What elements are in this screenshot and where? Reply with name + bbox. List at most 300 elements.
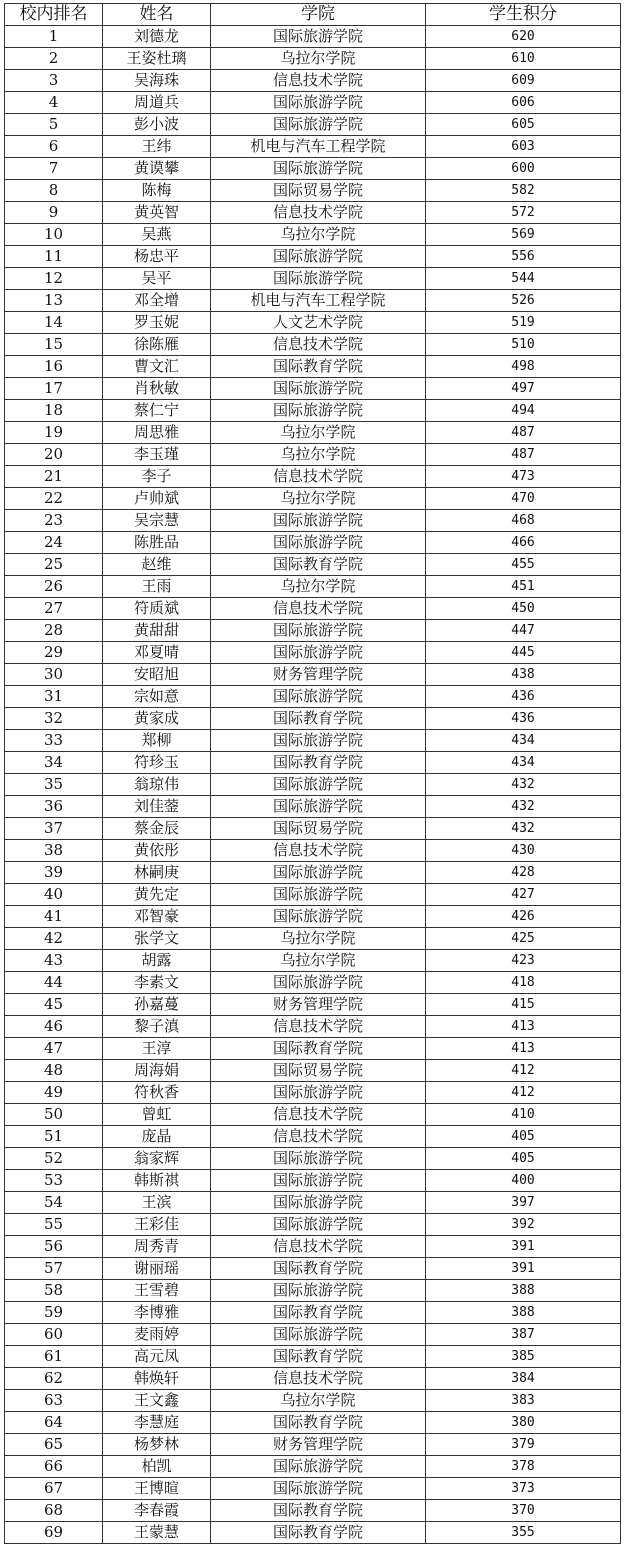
cell-name: 邓智豪: [103, 906, 211, 928]
table-row: [5, 730, 621, 752]
cell-score: 412: [426, 1060, 621, 1082]
cell-name: 韩斯祺: [103, 1170, 211, 1192]
cell-rank: 54: [5, 1192, 103, 1214]
cell-score: 544: [426, 268, 621, 290]
cell-score: 455: [426, 554, 621, 576]
cell-college: 国际旅游学院: [211, 158, 426, 180]
cell-name: 周秀青: [103, 1236, 211, 1258]
cell-name: 卢帅斌: [103, 488, 211, 510]
cell-score: 355: [426, 1522, 621, 1544]
cell-name: 王雪碧: [103, 1280, 211, 1302]
cell-name: 赵维: [103, 554, 211, 576]
cell-college: 国际旅游学院: [211, 1324, 426, 1346]
cell-name: 吴宗慧: [103, 510, 211, 532]
cell-score: 556: [426, 246, 621, 268]
cell-rank: 46: [5, 1016, 103, 1038]
cell-college: 国际旅游学院: [211, 906, 426, 928]
cell-score: 388: [426, 1302, 621, 1324]
cell-rank: 15: [5, 334, 103, 356]
cell-rank: 11: [5, 246, 103, 268]
cell-college: 国际旅游学院: [211, 642, 426, 664]
cell-name: 黄甜甜: [103, 620, 211, 642]
cell-college: 乌拉尔学院: [211, 422, 426, 444]
cell-rank: 24: [5, 532, 103, 554]
table-row: [5, 1038, 621, 1060]
cell-name: 谢丽瑶: [103, 1258, 211, 1280]
cell-college: 国际旅游学院: [211, 1148, 426, 1170]
cell-name: 周道兵: [103, 92, 211, 114]
table-row: [5, 620, 621, 642]
table-row: [5, 576, 621, 598]
cell-rank: 27: [5, 598, 103, 620]
cell-score: 610: [426, 48, 621, 70]
cell-name: 李博雅: [103, 1302, 211, 1324]
cell-score: 400: [426, 1170, 621, 1192]
ranking-table: [4, 3, 621, 1544]
table-row: [5, 378, 621, 400]
cell-score: 432: [426, 818, 621, 840]
cell-college: 机电与汽车工程学院: [211, 136, 426, 158]
cell-rank: 12: [5, 268, 103, 290]
cell-name: 翁家辉: [103, 1148, 211, 1170]
table-row: [5, 202, 621, 224]
cell-rank: 5: [5, 114, 103, 136]
cell-name: 李玉瑾: [103, 444, 211, 466]
cell-rank: 1: [5, 26, 103, 48]
cell-rank: 21: [5, 466, 103, 488]
cell-rank: 28: [5, 620, 103, 642]
cell-score: 380: [426, 1412, 621, 1434]
table-row: [5, 1390, 621, 1412]
cell-college: 信息技术学院: [211, 466, 426, 488]
cell-college: 信息技术学院: [211, 334, 426, 356]
table-row: [5, 1368, 621, 1390]
cell-college: 国际旅游学院: [211, 1214, 426, 1236]
cell-score: 603: [426, 136, 621, 158]
cell-score: 434: [426, 752, 621, 774]
cell-score: 451: [426, 576, 621, 598]
table-row: [5, 884, 621, 906]
table-row: [5, 422, 621, 444]
cell-score: 436: [426, 686, 621, 708]
cell-name: 高元凤: [103, 1346, 211, 1368]
cell-rank: 61: [5, 1346, 103, 1368]
cell-rank: 64: [5, 1412, 103, 1434]
cell-college: 人文艺术学院: [211, 312, 426, 334]
cell-name: 柏凯: [103, 1456, 211, 1478]
cell-rank: 29: [5, 642, 103, 664]
cell-score: 487: [426, 444, 621, 466]
cell-rank: 18: [5, 400, 103, 422]
table-row: [5, 906, 621, 928]
cell-rank: 38: [5, 840, 103, 862]
cell-name: 张学文: [103, 928, 211, 950]
table-row: [5, 1456, 621, 1478]
table-row: [5, 840, 621, 862]
cell-college: 乌拉尔学院: [211, 1390, 426, 1412]
cell-college: 国际教育学院: [211, 356, 426, 378]
cell-score: 519: [426, 312, 621, 334]
table-row: [5, 1236, 621, 1258]
table-header-row: [5, 4, 621, 26]
cell-score: 466: [426, 532, 621, 554]
cell-score: 412: [426, 1082, 621, 1104]
cell-score: 373: [426, 1478, 621, 1500]
cell-score: 384: [426, 1368, 621, 1390]
cell-name: 蔡仁宁: [103, 400, 211, 422]
cell-rank: 55: [5, 1214, 103, 1236]
cell-rank: 32: [5, 708, 103, 730]
cell-college: 国际旅游学院: [211, 1170, 426, 1192]
cell-college: 财务管理学院: [211, 664, 426, 686]
cell-name: 安昭旭: [103, 664, 211, 686]
cell-score: 445: [426, 642, 621, 664]
cell-rank: 17: [5, 378, 103, 400]
cell-name: 肖秋敏: [103, 378, 211, 400]
cell-score: 605: [426, 114, 621, 136]
cell-name: 李春霞: [103, 1500, 211, 1522]
cell-score: 526: [426, 290, 621, 312]
cell-name: 吴平: [103, 268, 211, 290]
cell-score: 468: [426, 510, 621, 532]
cell-score: 426: [426, 906, 621, 928]
cell-score: 473: [426, 466, 621, 488]
cell-name: 麦雨婷: [103, 1324, 211, 1346]
cell-name: 陈梅: [103, 180, 211, 202]
table-row: [5, 1522, 621, 1544]
cell-score: 391: [426, 1258, 621, 1280]
table-row: [5, 1302, 621, 1324]
cell-college: 国际教育学院: [211, 708, 426, 730]
cell-score: 379: [426, 1434, 621, 1456]
cell-rank: 60: [5, 1324, 103, 1346]
table-row: [5, 312, 621, 334]
cell-score: 405: [426, 1126, 621, 1148]
cell-name: 邓夏晴: [103, 642, 211, 664]
cell-rank: 10: [5, 224, 103, 246]
cell-rank: 44: [5, 972, 103, 994]
cell-college: 国际旅游学院: [211, 1280, 426, 1302]
cell-rank: 19: [5, 422, 103, 444]
table-row: [5, 466, 621, 488]
cell-name: 彭小波: [103, 114, 211, 136]
cell-score: 498: [426, 356, 621, 378]
cell-score: 430: [426, 840, 621, 862]
cell-rank: 33: [5, 730, 103, 752]
cell-college: 国际旅游学院: [211, 378, 426, 400]
cell-college: 国际旅游学院: [211, 114, 426, 136]
cell-college: 乌拉尔学院: [211, 48, 426, 70]
table-row: [5, 532, 621, 554]
table-row: [5, 48, 621, 70]
cell-name: 黄谟攀: [103, 158, 211, 180]
table-row: [5, 1082, 621, 1104]
cell-rank: 48: [5, 1060, 103, 1082]
cell-score: 428: [426, 862, 621, 884]
cell-college: 国际旅游学院: [211, 92, 426, 114]
table-row: [5, 664, 621, 686]
cell-score: 436: [426, 708, 621, 730]
cell-name: 李慧庭: [103, 1412, 211, 1434]
cell-rank: 22: [5, 488, 103, 510]
cell-name: 黄家成: [103, 708, 211, 730]
cell-rank: 66: [5, 1456, 103, 1478]
table-row: [5, 92, 621, 114]
cell-name: 曾虹: [103, 1104, 211, 1126]
cell-rank: 3: [5, 70, 103, 92]
table-row: [5, 268, 621, 290]
cell-rank: 13: [5, 290, 103, 312]
cell-college: 国际旅游学院: [211, 774, 426, 796]
cell-name: 周海娟: [103, 1060, 211, 1082]
cell-college: 国际教育学院: [211, 752, 426, 774]
cell-college: 国际旅游学院: [211, 532, 426, 554]
cell-rank: 37: [5, 818, 103, 840]
cell-name: 王淳: [103, 1038, 211, 1060]
cell-score: 432: [426, 774, 621, 796]
cell-college: 国际教育学院: [211, 1038, 426, 1060]
cell-score: 582: [426, 180, 621, 202]
cell-rank: 45: [5, 994, 103, 1016]
cell-college: 信息技术学院: [211, 202, 426, 224]
table-row: [5, 510, 621, 532]
cell-rank: 59: [5, 1302, 103, 1324]
cell-name: 王文鑫: [103, 1390, 211, 1412]
cell-score: 415: [426, 994, 621, 1016]
cell-name: 黄先定: [103, 884, 211, 906]
table-row: [5, 774, 621, 796]
cell-rank: 62: [5, 1368, 103, 1390]
cell-rank: 7: [5, 158, 103, 180]
header-score: 学生积分: [426, 4, 621, 26]
cell-college: 国际教育学院: [211, 1258, 426, 1280]
cell-score: 370: [426, 1500, 621, 1522]
cell-score: 606: [426, 92, 621, 114]
cell-rank: 40: [5, 884, 103, 906]
cell-college: 国际旅游学院: [211, 862, 426, 884]
table-row: [5, 862, 621, 884]
cell-name: 王滨: [103, 1192, 211, 1214]
cell-score: 423: [426, 950, 621, 972]
table-row: [5, 972, 621, 994]
cell-college: 国际旅游学院: [211, 796, 426, 818]
cell-name: 韩焕轩: [103, 1368, 211, 1390]
cell-rank: 47: [5, 1038, 103, 1060]
table-row: [5, 554, 621, 576]
cell-name: 杨忠平: [103, 246, 211, 268]
cell-score: 378: [426, 1456, 621, 1478]
cell-rank: 34: [5, 752, 103, 774]
header-college: 学院: [211, 4, 426, 26]
cell-rank: 6: [5, 136, 103, 158]
table-row: [5, 1214, 621, 1236]
cell-name: 邓全增: [103, 290, 211, 312]
cell-college: 乌拉尔学院: [211, 488, 426, 510]
cell-name: 郑柳: [103, 730, 211, 752]
cell-score: 397: [426, 1192, 621, 1214]
cell-name: 胡露: [103, 950, 211, 972]
table-row: [5, 1258, 621, 1280]
cell-name: 符秋香: [103, 1082, 211, 1104]
cell-score: 510: [426, 334, 621, 356]
cell-college: 国际旅游学院: [211, 730, 426, 752]
cell-college: 信息技术学院: [211, 1236, 426, 1258]
cell-score: 427: [426, 884, 621, 906]
cell-name: 宗如意: [103, 686, 211, 708]
table-row: [5, 488, 621, 510]
cell-college: 国际旅游学院: [211, 1082, 426, 1104]
cell-name: 王雨: [103, 576, 211, 598]
cell-name: 吴燕: [103, 224, 211, 246]
table-row: [5, 1434, 621, 1456]
table-row: [5, 1324, 621, 1346]
table-row: [5, 994, 621, 1016]
cell-name: 林嗣庚: [103, 862, 211, 884]
cell-score: 494: [426, 400, 621, 422]
cell-rank: 57: [5, 1258, 103, 1280]
cell-college: 国际贸易学院: [211, 1060, 426, 1082]
cell-college: 乌拉尔学院: [211, 224, 426, 246]
cell-college: 乌拉尔学院: [211, 444, 426, 466]
cell-name: 徐陈雁: [103, 334, 211, 356]
cell-name: 王蒙慧: [103, 1522, 211, 1544]
table-row: [5, 1060, 621, 1082]
cell-score: 425: [426, 928, 621, 950]
cell-college: 信息技术学院: [211, 1126, 426, 1148]
cell-college: 信息技术学院: [211, 840, 426, 862]
cell-name: 黄英智: [103, 202, 211, 224]
cell-college: 乌拉尔学院: [211, 576, 426, 598]
cell-college: 国际旅游学院: [211, 400, 426, 422]
cell-score: 470: [426, 488, 621, 510]
cell-rank: 2: [5, 48, 103, 70]
table-row: [5, 818, 621, 840]
table-row: [5, 334, 621, 356]
cell-college: 国际教育学院: [211, 1346, 426, 1368]
cell-college: 国际旅游学院: [211, 1478, 426, 1500]
cell-rank: 43: [5, 950, 103, 972]
cell-name: 符珍玉: [103, 752, 211, 774]
cell-college: 国际旅游学院: [211, 510, 426, 532]
cell-name: 刘佳蓥: [103, 796, 211, 818]
table-row: [5, 1016, 621, 1038]
table-row: [5, 1500, 621, 1522]
cell-college: 信息技术学院: [211, 598, 426, 620]
cell-score: 418: [426, 972, 621, 994]
cell-score: 387: [426, 1324, 621, 1346]
cell-rank: 30: [5, 664, 103, 686]
cell-rank: 50: [5, 1104, 103, 1126]
cell-rank: 35: [5, 774, 103, 796]
table-row: [5, 708, 621, 730]
cell-college: 乌拉尔学院: [211, 928, 426, 950]
table-row: [5, 1104, 621, 1126]
cell-name: 王彩佳: [103, 1214, 211, 1236]
cell-score: 388: [426, 1280, 621, 1302]
cell-score: 450: [426, 598, 621, 620]
cell-name: 曹文汇: [103, 356, 211, 378]
cell-rank: 68: [5, 1500, 103, 1522]
cell-college: 国际旅游学院: [211, 686, 426, 708]
table-row: [5, 136, 621, 158]
cell-rank: 9: [5, 202, 103, 224]
table-row: [5, 400, 621, 422]
table-row: [5, 1280, 621, 1302]
table-row: [5, 180, 621, 202]
cell-score: 434: [426, 730, 621, 752]
cell-name: 吴海珠: [103, 70, 211, 92]
table-row: [5, 1478, 621, 1500]
header-name: 姓名: [103, 4, 211, 26]
cell-rank: 20: [5, 444, 103, 466]
cell-rank: 25: [5, 554, 103, 576]
cell-score: 391: [426, 1236, 621, 1258]
cell-rank: 69: [5, 1522, 103, 1544]
cell-college: 国际教育学院: [211, 1302, 426, 1324]
cell-score: 392: [426, 1214, 621, 1236]
table-row: [5, 598, 621, 620]
cell-rank: 16: [5, 356, 103, 378]
cell-name: 孙嘉蔓: [103, 994, 211, 1016]
cell-rank: 39: [5, 862, 103, 884]
cell-score: 385: [426, 1346, 621, 1368]
cell-name: 翁琼伟: [103, 774, 211, 796]
table-row: [5, 158, 621, 180]
cell-name: 刘德龙: [103, 26, 211, 48]
table-row: [5, 1412, 621, 1434]
cell-score: 405: [426, 1148, 621, 1170]
cell-score: 383: [426, 1390, 621, 1412]
cell-rank: 23: [5, 510, 103, 532]
cell-score: 572: [426, 202, 621, 224]
cell-score: 609: [426, 70, 621, 92]
cell-rank: 36: [5, 796, 103, 818]
table-row: [5, 1148, 621, 1170]
cell-rank: 8: [5, 180, 103, 202]
table-row: [5, 642, 621, 664]
cell-college: 国际旅游学院: [211, 972, 426, 994]
cell-name: 王姿杜璃: [103, 48, 211, 70]
table-row: [5, 1170, 621, 1192]
cell-score: 447: [426, 620, 621, 642]
cell-name: 王纬: [103, 136, 211, 158]
cell-rank: 58: [5, 1280, 103, 1302]
cell-rank: 14: [5, 312, 103, 334]
cell-rank: 67: [5, 1478, 103, 1500]
cell-name: 黄依彤: [103, 840, 211, 862]
table-row: [5, 224, 621, 246]
table-row: [5, 114, 621, 136]
cell-score: 438: [426, 664, 621, 686]
cell-rank: 4: [5, 92, 103, 114]
cell-college: 国际贸易学院: [211, 180, 426, 202]
cell-name: 庞晶: [103, 1126, 211, 1148]
cell-college: 国际教育学院: [211, 554, 426, 576]
cell-college: 机电与汽车工程学院: [211, 290, 426, 312]
cell-rank: 63: [5, 1390, 103, 1412]
cell-college: 国际旅游学院: [211, 1456, 426, 1478]
cell-college: 财务管理学院: [211, 1434, 426, 1456]
table-row: [5, 686, 621, 708]
cell-rank: 31: [5, 686, 103, 708]
cell-college: 信息技术学院: [211, 1104, 426, 1126]
table-row: [5, 70, 621, 92]
cell-college: 国际旅游学院: [211, 620, 426, 642]
cell-name: 黎子滇: [103, 1016, 211, 1038]
cell-college: 国际教育学院: [211, 1522, 426, 1544]
cell-rank: 42: [5, 928, 103, 950]
cell-score: 620: [426, 26, 621, 48]
